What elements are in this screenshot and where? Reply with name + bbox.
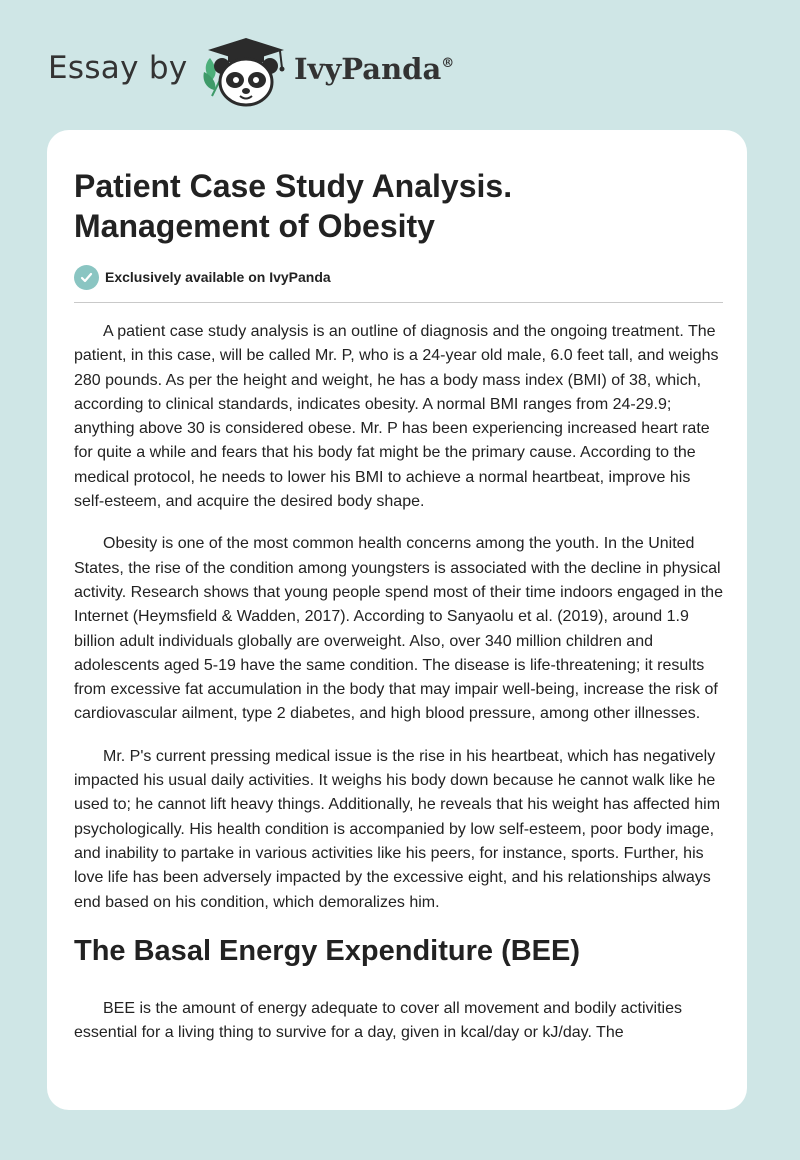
- article-body: [74, 320, 724, 1063]
- section-heading: The Basal Energy Expenditure (BEE): [74, 934, 581, 967]
- badge-label: Exclusively available on IvyPanda: [105, 269, 331, 285]
- page-title: Patient Case Study Analysis. Management of Obesity: [74, 168, 513, 244]
- divider: [74, 302, 723, 303]
- paragraph: Obesity is one of the most common health concerns among the youth. In the United States, the rise of the condition among youngsters is associated with the decline in physical activity. Research shows that young people spend most of their time indoors engaged in the Internet (Heymsfield & Wadden, 2017). According to Sanyaolu et al. (2019), around 1.9 billion adult individuals globally are overweight. Also, over 340 million children and adolescents aged 5-19 have the same condition. The disease is life-threatening; it results from excessive fat accumulation in the body that may impair well-being, increase the risk of cardiovascular ailment, type 2 diabetes, and high blood pressure, among other illnesses.: [74, 535, 723, 723]
- paragraph: BEE is the amount of energy adequate to cover all movement and bodily activities essential for a living thing to survive for a day, given in kcal/day or kJ/day. The: [74, 999, 682, 1042]
- brand-name[interactable]: IvyPanda®: [294, 52, 455, 86]
- paragraph: A patient case study analysis is an outline of diagnosis and the ongoing treatment. The patient, in this case, will be called Mr. P, who is a 24-year old male, 6.0 feet tall, and weighs 280 pounds. As per the height and weight, he has a body mass index (BMI) of 38, which, according to clinical standards, indicates obesity. A normal BMI ranges from 24-29.9; anything above 30 is considered obese. Mr. P has been experiencing increased heart rate for quite a while and fears that his body fat might be the primary cause. According to the medical protocol, he needs to lower his BMI to achieve a normal heartbeat, improve his self-esteem, and acquire the desired body shape.: [74, 323, 719, 511]
- exclusive-badge: [74, 264, 331, 290]
- panda-graduate-logo-icon[interactable]: [198, 36, 293, 108]
- paragraph: Mr. P's current pressing medical issue is the rise in his heartbeat, which has negatively impacted his usual daily activities. It weighs his body down because he cannot walk like he used to; he cannot lift heavy things. Additionally, he reveals that his weight has affected him psychologically. His health condition is accompanied by low self-esteem, poor body image, and inability to partake in various activities like his peers, for instance, sports. Further, his love life has been adversely impacted by the excessive eight, and his relationships always end based on his condition, which demoralizes him.: [74, 747, 721, 911]
- article-card: [47, 130, 747, 1110]
- site-header: [0, 0, 800, 120]
- checkmark-icon: [74, 265, 99, 290]
- essay-by-label: Essay by: [48, 50, 188, 86]
